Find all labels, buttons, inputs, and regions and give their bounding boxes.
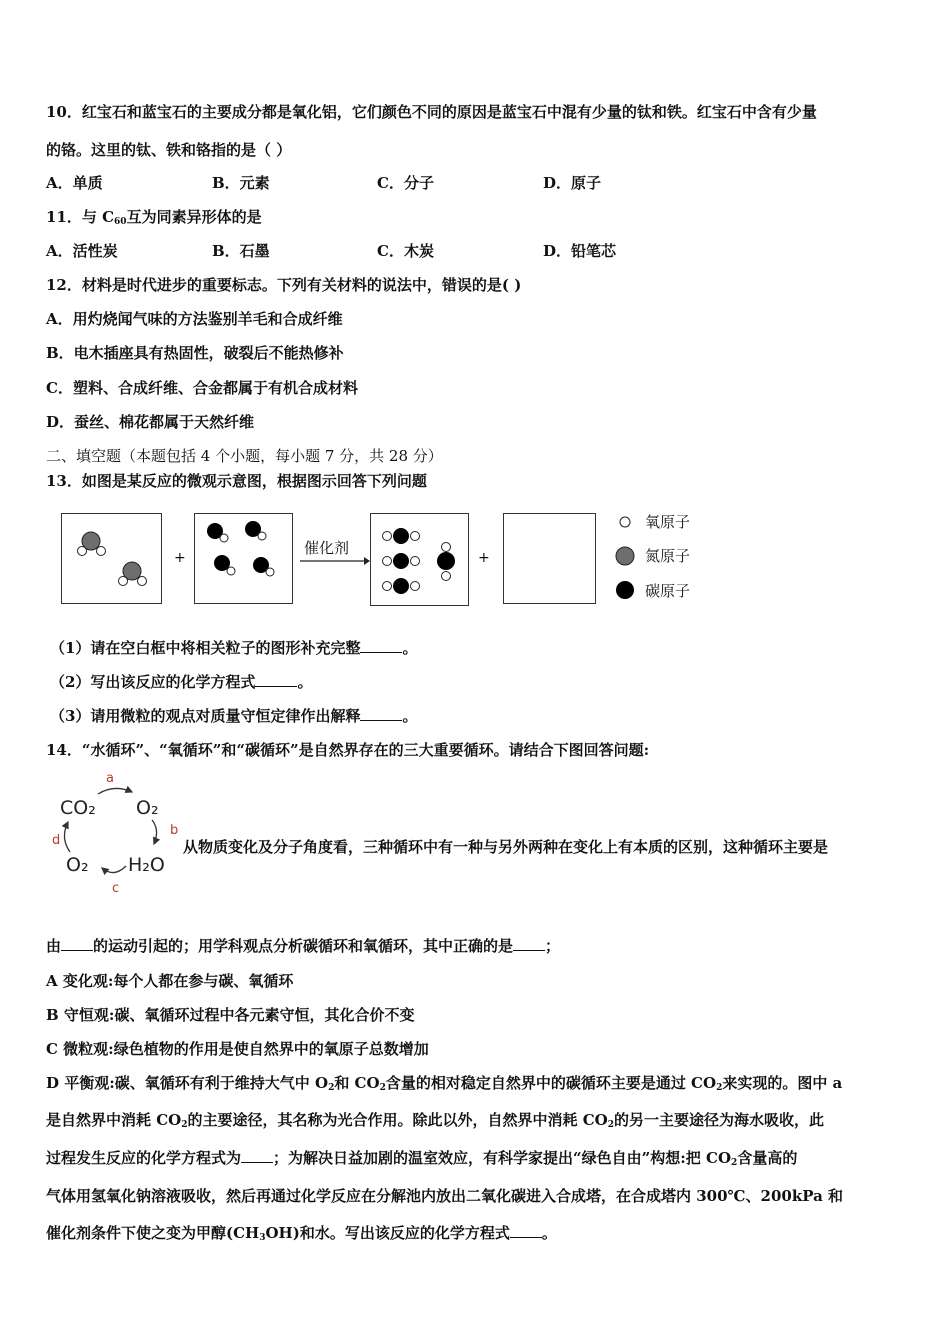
- q12-option-c: C．塑料、合成纤维、合金都属于有机合成材料: [46, 379, 358, 397]
- q14-optd-sub-2: 2: [379, 1083, 386, 1093]
- legend-oxygen-icon: [620, 517, 630, 527]
- q13-sub2-text: （2）写出该反应的化学方程式: [50, 673, 256, 691]
- oxygen-atom: [138, 577, 147, 586]
- carbon-atom: [393, 553, 409, 569]
- label-c: c: [112, 881, 120, 896]
- q14-optd-mid1: 和 CO: [334, 1074, 380, 1092]
- q14-stem: 14．“水循环”、“氧循环”和“碳循环”是自然界存在的三大重要循环。请结合下图回答问题:: [46, 741, 650, 759]
- q14-line-by-1: 由: [46, 937, 62, 955]
- answer-blank: [360, 706, 402, 721]
- q11-stem: [46, 207, 262, 227]
- oxygen-atom: [383, 557, 392, 566]
- oxygen-atom: [383, 582, 392, 591]
- label-a: a: [106, 771, 114, 786]
- oxygen-atom: [78, 547, 87, 556]
- q14-line5-sub: 3: [259, 1233, 266, 1243]
- q14-inline-text: 从物质变化及分子角度看，三种循环中有一种与另外两种在变化上有本质的区别，这种循环主要是: [183, 838, 829, 856]
- q13-diagram: [58, 510, 718, 610]
- q13-sub2: [50, 672, 312, 692]
- co2-n2-molecules: [371, 514, 468, 605]
- q14-line2: [46, 1110, 824, 1130]
- reactant-box-2: [194, 513, 293, 604]
- carbon-atom: [393, 528, 409, 544]
- q14-line5-post: 。: [541, 1224, 557, 1242]
- plus-sign-2: +: [478, 550, 490, 566]
- label-d: d: [52, 833, 61, 848]
- plus-sign-1: +: [174, 550, 186, 566]
- q14-option-c: C 微粒观:绿色植物的作用是使自然界中的氧原子总数增加: [46, 1040, 429, 1058]
- oxygen-atom: [97, 547, 106, 556]
- reaction-arrow: [298, 555, 370, 567]
- q10-option-d: D．原子: [543, 174, 602, 192]
- q10-option-c: C．分子: [377, 174, 434, 192]
- answer-blank: [510, 1223, 542, 1238]
- q13-sub2-period: 。: [297, 673, 313, 691]
- label-b: b: [170, 823, 179, 838]
- arrow-a: [98, 788, 132, 794]
- oxygen-atom: [227, 567, 235, 575]
- oxygen-atom: [266, 568, 274, 576]
- q14-optd-mid2: 含量的相对稳定自然界中的碳循环主要是通过 CO: [385, 1074, 717, 1092]
- oxygen-atom: [258, 532, 266, 540]
- oxygen-atom: [220, 534, 228, 542]
- answer-blank: [241, 1148, 273, 1163]
- q14-option-a: A 变化观:每个人都在参与碳、氧循环: [46, 972, 294, 990]
- q14-line4: 气体用氢氧化钠溶液吸收，然后再通过化学反应在分解池内放出二氧化碳进入合成塔，在合成塔内 300℃、200kPa 和: [46, 1187, 844, 1205]
- q10-line2: 的铬。这里的钛、铁和铬指的是（ ）: [46, 141, 292, 159]
- co-molecules: [195, 514, 292, 603]
- catalyst-label: 催化剂: [304, 539, 350, 557]
- q13-sub1-period: 。: [402, 639, 418, 657]
- product-box-1: [370, 513, 469, 606]
- q14-optd-post: 来实现的。图中 a: [722, 1074, 843, 1092]
- legend-carbon-icon: [616, 581, 634, 599]
- oxygen-atom: [442, 572, 451, 581]
- q14-line2-sub-1: 2: [181, 1120, 188, 1130]
- q10-option-a: A．单质: [46, 174, 103, 192]
- q14-line2-sub-2: 2: [607, 1120, 614, 1130]
- oxygen-atom: [119, 577, 128, 586]
- q14-line-by-2: 的运动引起的；用学科观点分析碳循环和氧循环，其中正确的是: [93, 937, 514, 955]
- q14-line5-pre: 催化剂条件下使之变为甲醇(CH: [46, 1224, 260, 1242]
- answer-blank: [513, 936, 545, 951]
- q13-sub3-text: （3）请用微粒的观点对质量守恒定律作出解释: [50, 707, 361, 725]
- arrow-d: [64, 822, 70, 852]
- q12-option-d: D．蚕丝、棉花都属于天然纤维: [46, 413, 255, 431]
- q14-line-by: [46, 936, 560, 956]
- o2-left-label: O₂: [66, 854, 89, 876]
- q14-line5: [46, 1223, 557, 1243]
- q14-line3-post: 含量高的: [737, 1149, 798, 1167]
- q12-option-b: B．电木插座具有热固性，破裂后不能热修补: [46, 344, 344, 362]
- carbon-atom: [437, 552, 455, 570]
- oxygen-atom: [383, 532, 392, 541]
- q14-option-d: [46, 1073, 842, 1093]
- q11-stem-sub: 60: [114, 217, 127, 227]
- q13-sub3: [50, 706, 417, 726]
- answer-blank: [255, 672, 297, 687]
- q10-line1: 10．红宝石和蓝宝石的主要成分都是氧化铝，它们颜色不同的原因是蓝宝石中混有少量的钛和铁。红宝石中含有少量: [46, 103, 817, 121]
- arrow-c: [102, 866, 126, 873]
- q11-stem-post: 互为同素异形体的是: [126, 208, 262, 226]
- q11-stem-pre: 11．与 C: [46, 208, 115, 226]
- legend-oxygen-label: 氧原子: [645, 513, 691, 531]
- q14-line3-pre: 过程发生反应的化学方程式为: [46, 1149, 242, 1167]
- q14-line5-mid: OH)和水。写出该反应的化学方程式: [265, 1224, 510, 1242]
- arrow-b: [152, 820, 157, 844]
- q13-sub1: [50, 638, 417, 658]
- q14-optd-sub-3: 2: [716, 1083, 723, 1093]
- q12-stem: 12．材料是时代进步的重要标志。下列有关材料的说法中，错误的是( ): [46, 276, 522, 294]
- q14-line2-post: 的另一主要途径为海水吸收，此: [614, 1111, 825, 1129]
- q14-optd-sub-1: 2: [328, 1083, 335, 1093]
- q10-option-b: B．元素: [212, 174, 270, 192]
- q14-line3-mid: ；为解决日益加剧的温室效应，有科学家提出“绿色自由”构想:把 CO: [273, 1149, 732, 1167]
- legend-markers: [613, 510, 643, 610]
- h2o-label: H₂O: [128, 854, 165, 876]
- no-molecules: [62, 514, 161, 603]
- q14-line2-mid: 的主要途径，其名称为光合作用。除此以外，自然界中消耗 CO: [187, 1111, 608, 1129]
- legend-nitrogen-label: 氮原子: [645, 547, 691, 565]
- oxygen-atom: [411, 532, 420, 541]
- q11-option-b: B．石墨: [212, 242, 270, 260]
- empty-answer-box: [503, 513, 596, 604]
- q12-option-a: A．用灼烧闻气味的方法鉴别羊毛和合成纤维: [46, 310, 343, 328]
- legend-carbon-label: 碳原子: [645, 582, 691, 600]
- oxygen-atom: [411, 582, 420, 591]
- oxygen-atom: [442, 543, 451, 552]
- oxygen-atom: [411, 557, 420, 566]
- answer-blank: [360, 638, 402, 653]
- q13-sub1-text: （1）请在空白框中将相关粒子的图形补充完整: [50, 639, 361, 657]
- section-heading: 二、填空题（本题包括 4 个小题，每小题 7 分，共 28 分）: [46, 447, 443, 465]
- q14-line3: [46, 1148, 797, 1168]
- answer-blank: [61, 936, 93, 951]
- q11-option-c: C．木炭: [377, 242, 434, 260]
- q13-sub3-period: 。: [402, 707, 418, 725]
- q13-stem: 13．如图是某反应的微观示意图，根据图示回答下列问题: [46, 472, 427, 490]
- q14-line-by-3: ；: [545, 937, 561, 955]
- o2-top-label: O₂: [136, 797, 159, 819]
- q14-line3-sub: 2: [731, 1158, 738, 1168]
- reactant-box-1: [61, 513, 162, 604]
- cycle-diagram: [50, 768, 182, 896]
- co2-label: CO₂: [60, 797, 96, 819]
- q14-optd-pre: D 平衡观:碳、氧循环有利于维持大气中 O: [46, 1074, 329, 1092]
- q14-option-b: B 守恒观:碳、氧循环过程中各元素守恒，其化合价不变: [46, 1006, 415, 1024]
- q14-line2-pre: 是自然界中消耗 CO: [46, 1111, 182, 1129]
- q11-option-a: A．活性炭: [46, 242, 118, 260]
- carbon-atom: [393, 578, 409, 594]
- q11-option-d: D．铅笔芯: [543, 242, 617, 260]
- legend-nitrogen-icon: [616, 547, 634, 565]
